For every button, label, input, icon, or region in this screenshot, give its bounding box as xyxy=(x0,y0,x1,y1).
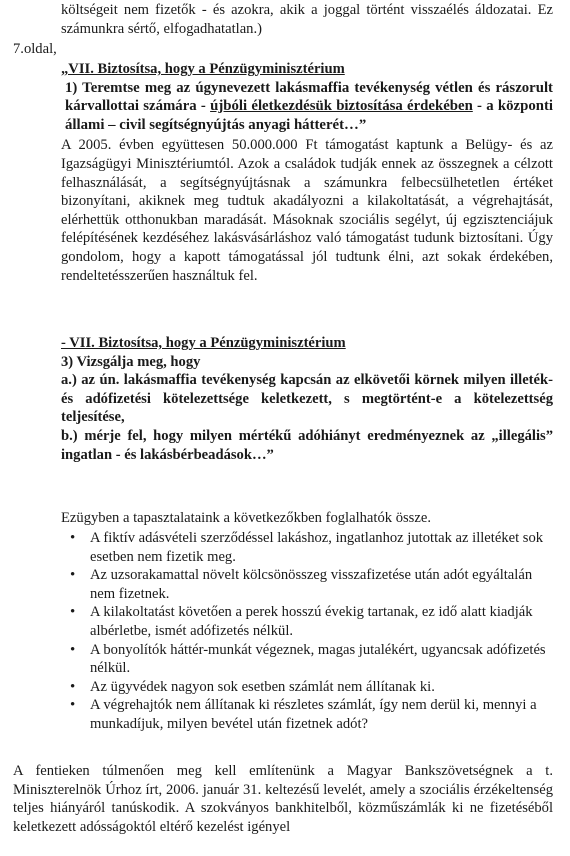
list-item: • A fiktív adásvételi szerződéssel lakáshoz, ingatlanhoz jutottak az illetéket sok esetben nem fizetik meg. xyxy=(61,529,553,566)
section-2-heading: - VII. Biztosítsa, hogy a Pénzügyminisztérium xyxy=(61,335,346,351)
closing-paragraph: A fentieken túlmenően meg kell említenünk a Magyar Bankszövetségnek a t. Miniszterelnök Úrhoz írt, 2006. január 31. keltezésű levelét, amely a szociális érzékeltenség teljes hiányáról tanúskodik. A szokványos bankhitelből, közműszámlák ki ne fizetéséből keletkezett adósságoktól eltérő kezelést igényel xyxy=(13,763,553,835)
list-item: • Az uzsorakamattal növelt kölcsönösszeg visszafizetése után adót egyáltalán nem fizetnek. xyxy=(61,566,553,603)
section-2-item-b: b.) mérje fel, hogy milyen mértékű adóhiányt eredményeznek az „illegális” ingatlan - és lakásbérbeadások…” xyxy=(61,427,553,463)
summary-intro: Ezügyben a tapasztalataink a következőkben foglalhatók össze. xyxy=(61,510,431,526)
section-2-item-a: a.) az ún. lakásmaffia tevékenység kapcsán az elkövetői körnek milyen illeték- és adófizetési kötelezettsége keletkezett, s megtörtént-e a kötelezettség teljesítése, xyxy=(61,372,553,426)
section-1-heading: „VII. Biztosítsa, hogy a Pénzügyminisztérium xyxy=(61,61,345,77)
section-1-item-1 xyxy=(65,79,553,135)
list-item: • Az ügyvédek nagyon sok esetben számlát nem állítanak ki. xyxy=(61,678,553,697)
list-item: • A bonyolítók háttér-munkát végeznek, magas jutalékért, ugyancsak adófizetés nélkül. xyxy=(61,641,553,678)
section-2 xyxy=(61,334,553,464)
list-item: • A végrehajtók nem állítanak ki részletes számlát, így nem derül ki, mennyi a munkadíjuk, milyen bevétel után fizetnek adót? xyxy=(61,696,553,733)
findings-list xyxy=(61,529,553,734)
section-1 xyxy=(61,60,553,285)
list-item: • A kilakoltatást követően a perek hosszú évekig tartanak, ez idő alatt kiadják albérletbe, ismét adófizetés nélkül. xyxy=(61,603,553,640)
item-1-underlined: újbóli életkezdésük biztosítása érdekében xyxy=(210,98,473,115)
intro-paragraph: költségeit nem fizetők - és azokra, akik a joggal történt visszaélés áldozatai. Ez számunkra sértő, elfogadhatatlan.) xyxy=(61,2,553,37)
page-label: 7.oldal, xyxy=(13,41,57,57)
item-1-text-b: - a központi állami – civil segítségnyújtás anyagi hátterét…” xyxy=(65,98,553,133)
item-1-text-a: 1) Teremtse meg az úgynevezett lakásmaffia tevékenység vétlen és rászorult kárvallottai számára - xyxy=(65,79,553,115)
section-2-item-3: 3) Vizsgálja meg, hogy xyxy=(61,353,201,370)
section-1-body: A 2005. évben együttesen 50.000.000 Ft támogatást kaptunk a Belügy- és az Igazságügyi Minisztériumtól. Azok a családok tudják ennek az összegnek a célzott felhasználását, a segítségnyújtásnak a számunkra felbecsülhetetlen értéket bizonyítani, akiknek meg tudtuk akadályozni a kilakoltatását, a végrehajtását, elérhettük otthonukban maradását. Másoknak szociális segélyt, új egzisztenciájuk felépítésének kezdéséhez lakásvásárláshoz való támogatást tudunk biztosítani. Úgy gondolom, hogy a kapott támogatással jól tudtunk élni, azt sokak érdekében, rendeltetésszerűen használtuk fel. xyxy=(61,137,553,284)
